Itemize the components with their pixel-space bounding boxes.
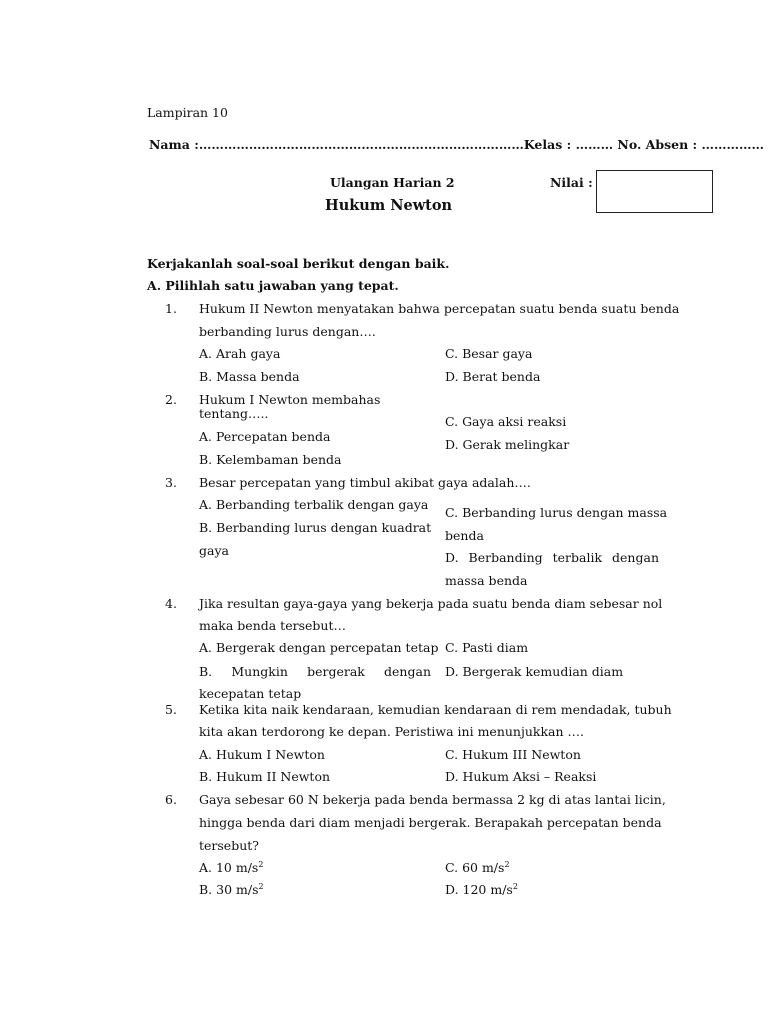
section-a-heading: A. Pilihlah satu jawaban yang tepat. — [147, 278, 399, 293]
instruction-text: Kerjakanlah soal-soal berikut dengan baik. — [147, 256, 450, 271]
question-number: 4. — [165, 596, 177, 611]
question-number: 2. — [165, 392, 177, 407]
student-identity-line: Nama :……………………………………………………………………Kelas : ……… No. Absen : …………… — [149, 137, 764, 152]
option-d — [445, 882, 518, 897]
exam-title: Ulangan Harian 2 — [330, 175, 455, 190]
option-d-cont: massa benda — [445, 573, 528, 588]
exponent: 2 — [258, 881, 264, 891]
option-a — [199, 860, 263, 875]
question-number: 5. — [165, 702, 177, 717]
question-number: 6. — [165, 792, 177, 807]
option-c — [445, 860, 510, 875]
option-a: A. Berbanding terbalik dengan gaya — [199, 497, 429, 512]
topic-title: Hukum Newton — [325, 197, 453, 214]
question-text: berbanding lurus dengan…. — [199, 324, 376, 339]
option-d: D. Gerak melingkar — [445, 437, 570, 452]
score-label: Nilai : — [550, 175, 593, 190]
option-b — [199, 882, 264, 897]
option-c: C. Besar gaya — [445, 346, 533, 361]
question-text: tentang….. — [199, 406, 269, 421]
option-c-cont: benda — [445, 528, 484, 543]
question-text: hingga benda dari diam menjadi bergerak. Berapakah percepatan benda — [199, 815, 662, 830]
option-c: C. Gaya aksi reaksi — [445, 414, 567, 429]
option-a: A. Arah gaya — [199, 346, 281, 361]
option-b: B. Kelembaman benda — [199, 452, 342, 467]
option-b-text: B. 30 m/s — [199, 882, 259, 897]
option-d: D. Bergerak kemudian diam — [445, 664, 624, 679]
option-b-cont: gaya — [199, 543, 229, 558]
option-b: B. Hukum II Newton — [199, 769, 331, 784]
question-text: Hukum I Newton membahas — [199, 392, 381, 407]
exponent: 2 — [512, 881, 518, 891]
question-text: Ketika kita naik kendaraan, kemudian kendaraan di rem mendadak, tubuh — [199, 702, 672, 717]
question-text: tersebut? — [199, 838, 259, 853]
option-a: A. Hukum I Newton — [199, 747, 325, 762]
question-text: Jika resultan gaya-gaya yang bekerja pada suatu benda diam sebesar nol — [199, 596, 663, 611]
question-number: 1. — [165, 301, 177, 316]
question-text: Hukum II Newton menyatakan bahwa percepatan suatu benda suatu benda — [199, 301, 680, 316]
exponent: 2 — [258, 859, 264, 869]
score-box — [596, 170, 713, 213]
option-b: B. Massa benda — [199, 369, 300, 384]
option-c: C. Berbanding lurus dengan massa — [445, 505, 668, 520]
exponent: 2 — [504, 859, 510, 869]
option-c-text: C. 60 m/s — [445, 860, 505, 875]
option-d: D. Berat benda — [445, 369, 541, 384]
attachment-label: Lampiran 10 — [147, 105, 228, 120]
question-text: maka benda tersebut… — [199, 618, 346, 633]
question-text: Gaya sebesar 60 N bekerja pada benda bermassa 2 kg di atas lantai licin, — [199, 792, 666, 807]
option-d: D. Berbanding terbalik dengan — [445, 550, 659, 565]
option-c: C. Hukum III Newton — [445, 747, 581, 762]
option-a-text: A. 10 m/s — [199, 860, 259, 875]
option-d-text: D. 120 m/s — [445, 882, 513, 897]
question-text: Besar percepatan yang timbul akibat gaya adalah…. — [199, 475, 531, 490]
option-c: C. Pasti diam — [445, 640, 529, 655]
option-a: A. Bergerak dengan percepatan tetap — [199, 640, 439, 655]
question-text: kita akan terdorong ke depan. Peristiwa ini menunjukkan …. — [199, 724, 584, 739]
option-d: D. Hukum Aksi – Reaksi — [445, 769, 597, 784]
option-a: A. Percepatan benda — [199, 429, 331, 444]
option-b: B. Mungkin bergerak dengan — [199, 664, 431, 679]
question-number: 3. — [165, 475, 177, 490]
option-b-cont: kecepatan tetap — [199, 686, 302, 701]
option-b: B. Berbanding lurus dengan kuadrat — [199, 520, 432, 535]
